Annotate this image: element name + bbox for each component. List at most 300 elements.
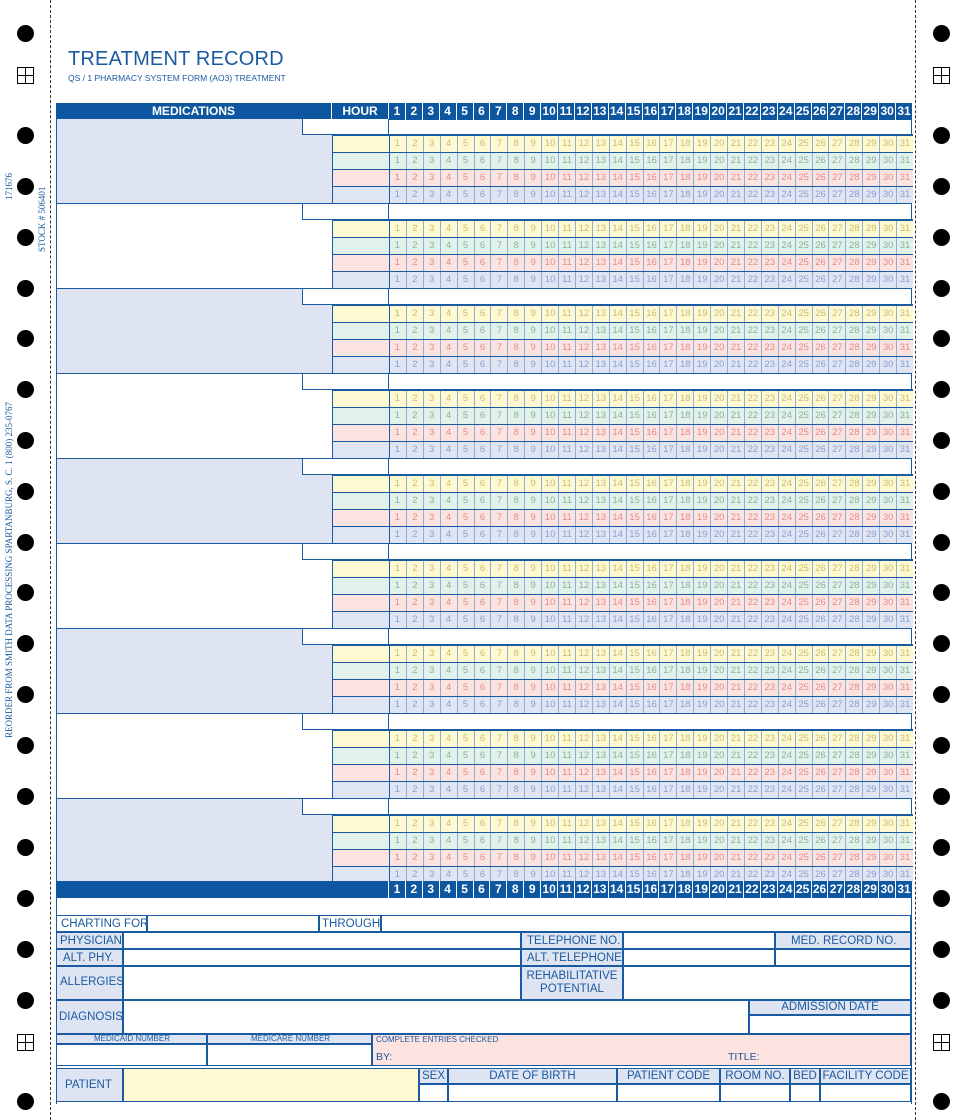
- day-cell[interactable]: 5: [457, 476, 474, 492]
- day-cell[interactable]: 6: [474, 765, 491, 781]
- day-cell[interactable]: 5: [457, 561, 474, 577]
- day-cell[interactable]: 11: [558, 255, 575, 271]
- day-cell[interactable]: 21: [727, 476, 744, 492]
- day-cell[interactable]: 12: [575, 663, 592, 679]
- day-cell[interactable]: 21: [727, 153, 744, 169]
- day-cell[interactable]: 13: [592, 306, 609, 322]
- day-cell[interactable]: 13: [592, 255, 609, 271]
- day-cell[interactable]: 19: [693, 255, 710, 271]
- day-cell[interactable]: 5: [457, 833, 474, 849]
- day-cell[interactable]: 30: [879, 782, 896, 798]
- day-cell[interactable]: 27: [828, 833, 845, 849]
- day-cell[interactable]: 4: [440, 561, 457, 577]
- day-cell[interactable]: 29: [862, 578, 879, 594]
- day-cell[interactable]: 10: [541, 816, 558, 832]
- day-cell[interactable]: 12: [575, 221, 592, 237]
- patient-name-field[interactable]: [123, 1068, 419, 1102]
- day-cell[interactable]: 29: [862, 527, 879, 543]
- day-cell[interactable]: 7: [490, 476, 507, 492]
- day-cell[interactable]: 21: [727, 510, 744, 526]
- day-cell[interactable]: 31: [896, 153, 913, 169]
- day-cell[interactable]: 9: [524, 306, 541, 322]
- day-cell[interactable]: 6: [474, 833, 491, 849]
- day-cell[interactable]: 3: [423, 867, 440, 883]
- day-cell[interactable]: 14: [609, 306, 626, 322]
- day-cell[interactable]: 9: [524, 527, 541, 543]
- day-cell[interactable]: 12: [575, 527, 592, 543]
- day-cell[interactable]: 19: [693, 510, 710, 526]
- day-cell[interactable]: 18: [676, 680, 693, 696]
- day-cell[interactable]: 22: [744, 221, 761, 237]
- day-cell[interactable]: 27: [828, 595, 845, 611]
- day-cell[interactable]: 6: [474, 646, 491, 662]
- allergies-field[interactable]: [123, 966, 521, 1000]
- day-cell[interactable]: 31: [896, 238, 913, 254]
- hour-cell[interactable]: [332, 526, 389, 543]
- day-cell[interactable]: 21: [727, 340, 744, 356]
- day-cell[interactable]: 23: [761, 867, 778, 883]
- day-cell[interactable]: 8: [507, 170, 524, 186]
- day-cell[interactable]: 8: [507, 323, 524, 339]
- day-cell[interactable]: 5: [457, 646, 474, 662]
- day-cell[interactable]: 10: [541, 612, 558, 628]
- day-cell[interactable]: 12: [575, 238, 592, 254]
- rehab-potential-field[interactable]: [623, 966, 911, 1000]
- day-cell[interactable]: 1: [394, 138, 401, 149]
- day-cell[interactable]: 30: [879, 680, 896, 696]
- day-cell[interactable]: 2: [406, 867, 423, 883]
- day-cell[interactable]: 22: [744, 255, 761, 271]
- day-cell[interactable]: 18: [676, 816, 693, 832]
- day-cell[interactable]: 27: [828, 646, 845, 662]
- day-cell[interactable]: 11: [558, 170, 575, 186]
- day-cell[interactable]: 17: [659, 510, 676, 526]
- day-cell[interactable]: 27: [828, 306, 845, 322]
- day-cell[interactable]: 25: [795, 595, 812, 611]
- day-cell[interactable]: 1: [394, 257, 401, 268]
- day-cell[interactable]: 26: [812, 136, 829, 152]
- day-cell[interactable]: 19: [693, 136, 710, 152]
- day-cell[interactable]: 31: [896, 731, 913, 747]
- day-cell[interactable]: 12: [575, 578, 592, 594]
- day-cell[interactable]: 21: [727, 221, 744, 237]
- day-cell[interactable]: 20: [710, 833, 727, 849]
- day-cell[interactable]: 27: [828, 697, 845, 713]
- day-cell[interactable]: 7: [490, 153, 507, 169]
- day-cell[interactable]: 23: [761, 272, 778, 288]
- day-cell[interactable]: 20: [710, 425, 727, 441]
- day-cell[interactable]: 6: [474, 578, 491, 594]
- day-cell[interactable]: 1: [394, 478, 401, 489]
- day-cell[interactable]: 24: [778, 136, 795, 152]
- day-cell[interactable]: 16: [643, 136, 660, 152]
- day-cell[interactable]: 8: [507, 680, 524, 696]
- day-cell[interactable]: 23: [761, 136, 778, 152]
- day-cell[interactable]: 8: [507, 476, 524, 492]
- day-cell[interactable]: 17: [659, 816, 676, 832]
- day-cell[interactable]: 20: [710, 170, 727, 186]
- day-cell[interactable]: 26: [812, 748, 829, 764]
- day-cell[interactable]: 13: [592, 867, 609, 883]
- day-cell[interactable]: 11: [558, 391, 575, 407]
- day-cell[interactable]: 26: [812, 476, 829, 492]
- day-cell[interactable]: 1: [394, 155, 401, 166]
- day-cell[interactable]: 23: [761, 187, 778, 203]
- day-cell[interactable]: 30: [879, 697, 896, 713]
- day-cell[interactable]: 18: [676, 238, 693, 254]
- day-cell[interactable]: 19: [693, 867, 710, 883]
- day-cell[interactable]: 29: [862, 612, 879, 628]
- day-cell[interactable]: 25: [795, 340, 812, 356]
- day-cell[interactable]: 19: [693, 561, 710, 577]
- day-cell[interactable]: 23: [761, 595, 778, 611]
- day-cell[interactable]: 31: [896, 680, 913, 696]
- day-cell[interactable]: 3: [423, 850, 440, 866]
- day-cell[interactable]: 28: [845, 748, 862, 764]
- hour-cell[interactable]: [332, 849, 389, 866]
- day-cell[interactable]: 2: [406, 255, 423, 271]
- day-cell[interactable]: 9: [524, 170, 541, 186]
- day-cell[interactable]: 13: [592, 323, 609, 339]
- day-cell[interactable]: 18: [676, 833, 693, 849]
- day-cell[interactable]: 7: [490, 340, 507, 356]
- day-cell[interactable]: 14: [609, 476, 626, 492]
- day-cell[interactable]: 7: [490, 170, 507, 186]
- day-cell[interactable]: 7: [490, 663, 507, 679]
- day-cell[interactable]: 17: [659, 255, 676, 271]
- day-cell[interactable]: 27: [828, 408, 845, 424]
- day-cell[interactable]: 1: [394, 733, 401, 744]
- day-cell[interactable]: 16: [643, 493, 660, 509]
- day-cell[interactable]: 18: [676, 595, 693, 611]
- day-cell[interactable]: 14: [609, 663, 626, 679]
- day-cell[interactable]: 18: [676, 408, 693, 424]
- day-cell[interactable]: 26: [812, 340, 829, 356]
- day-cell[interactable]: 29: [862, 187, 879, 203]
- day-cell[interactable]: 13: [592, 510, 609, 526]
- day-cell[interactable]: 30: [879, 578, 896, 594]
- day-cell[interactable]: 11: [558, 612, 575, 628]
- day-cell[interactable]: 28: [845, 731, 862, 747]
- day-cell[interactable]: 31: [896, 476, 913, 492]
- day-cell[interactable]: 13: [592, 493, 609, 509]
- day-cell[interactable]: 24: [778, 680, 795, 696]
- day-cell[interactable]: 2: [406, 833, 423, 849]
- day-cell[interactable]: 19: [693, 272, 710, 288]
- day-cell[interactable]: 9: [524, 476, 541, 492]
- day-cell[interactable]: 7: [490, 391, 507, 407]
- day-cell[interactable]: 29: [862, 561, 879, 577]
- day-cell[interactable]: 6: [474, 323, 491, 339]
- day-cell[interactable]: 7: [490, 255, 507, 271]
- day-cell[interactable]: 11: [558, 867, 575, 883]
- medication-entry-area[interactable]: [57, 204, 332, 288]
- day-cell[interactable]: 15: [626, 323, 643, 339]
- day-cell[interactable]: 1: [394, 563, 401, 574]
- day-cell[interactable]: 3: [423, 442, 440, 458]
- day-cell[interactable]: 4: [440, 136, 457, 152]
- day-cell[interactable]: 27: [828, 340, 845, 356]
- day-cell[interactable]: 31: [896, 187, 913, 203]
- day-cell[interactable]: 30: [879, 476, 896, 492]
- day-cell[interactable]: 18: [676, 340, 693, 356]
- day-cell[interactable]: 19: [693, 306, 710, 322]
- day-cell[interactable]: 26: [812, 850, 829, 866]
- day-cell[interactable]: 21: [727, 527, 744, 543]
- day-cell[interactable]: 22: [744, 510, 761, 526]
- day-cell[interactable]: 3: [423, 833, 440, 849]
- day-cell[interactable]: 19: [693, 357, 710, 373]
- day-cell[interactable]: 30: [879, 663, 896, 679]
- day-cell[interactable]: 24: [778, 255, 795, 271]
- day-cell[interactable]: 18: [676, 850, 693, 866]
- day-cell[interactable]: 15: [626, 306, 643, 322]
- day-cell[interactable]: 13: [592, 850, 609, 866]
- day-cell[interactable]: 29: [862, 782, 879, 798]
- day-cell[interactable]: 15: [626, 510, 643, 526]
- day-cell[interactable]: 31: [896, 646, 913, 662]
- day-cell[interactable]: 21: [727, 238, 744, 254]
- day-cell[interactable]: 13: [592, 731, 609, 747]
- day-cell[interactable]: 25: [795, 170, 812, 186]
- hour-cell[interactable]: [332, 730, 389, 747]
- day-cell[interactable]: 26: [812, 527, 829, 543]
- day-cell[interactable]: 23: [761, 765, 778, 781]
- day-cell[interactable]: 22: [744, 697, 761, 713]
- day-cell[interactable]: 5: [457, 595, 474, 611]
- day-cell[interactable]: 8: [507, 578, 524, 594]
- day-cell[interactable]: 18: [676, 561, 693, 577]
- day-cell[interactable]: 10: [541, 867, 558, 883]
- day-cell[interactable]: 30: [879, 527, 896, 543]
- day-cell[interactable]: 1: [394, 835, 401, 846]
- day-cell[interactable]: 9: [524, 850, 541, 866]
- day-cell[interactable]: 3: [423, 646, 440, 662]
- hour-cell[interactable]: [332, 152, 389, 169]
- day-cell[interactable]: 7: [490, 578, 507, 594]
- day-cell[interactable]: 2: [406, 748, 423, 764]
- day-cell[interactable]: 24: [778, 187, 795, 203]
- day-cell[interactable]: 22: [744, 748, 761, 764]
- day-cell[interactable]: 11: [558, 221, 575, 237]
- day-cell[interactable]: 11: [558, 663, 575, 679]
- day-cell[interactable]: 1: [394, 665, 401, 676]
- day-cell[interactable]: 10: [541, 493, 558, 509]
- day-cell[interactable]: 25: [795, 187, 812, 203]
- day-cell[interactable]: 2: [406, 697, 423, 713]
- day-cell[interactable]: 24: [778, 323, 795, 339]
- day-cell[interactable]: 25: [795, 833, 812, 849]
- day-cell[interactable]: 28: [845, 340, 862, 356]
- day-cell[interactable]: 13: [592, 187, 609, 203]
- day-cell[interactable]: 13: [592, 170, 609, 186]
- day-cell[interactable]: 1: [394, 750, 401, 761]
- day-cell[interactable]: 6: [474, 408, 491, 424]
- day-cell[interactable]: 1: [394, 580, 401, 591]
- day-cell[interactable]: 9: [524, 136, 541, 152]
- day-cell[interactable]: 13: [592, 680, 609, 696]
- day-cell[interactable]: 31: [896, 136, 913, 152]
- day-cell[interactable]: 10: [541, 357, 558, 373]
- day-cell[interactable]: 18: [676, 867, 693, 883]
- day-cell[interactable]: 31: [896, 748, 913, 764]
- day-cell[interactable]: 23: [761, 493, 778, 509]
- day-cell[interactable]: 29: [862, 697, 879, 713]
- day-cell[interactable]: 5: [457, 493, 474, 509]
- day-cell[interactable]: 15: [626, 340, 643, 356]
- day-cell[interactable]: 4: [440, 425, 457, 441]
- day-cell[interactable]: 31: [896, 510, 913, 526]
- day-cell[interactable]: 19: [693, 391, 710, 407]
- day-cell[interactable]: 7: [490, 867, 507, 883]
- day-cell[interactable]: 26: [812, 867, 829, 883]
- hour-cell[interactable]: [332, 492, 389, 509]
- day-cell[interactable]: 26: [812, 510, 829, 526]
- day-cell[interactable]: 22: [744, 782, 761, 798]
- day-cell[interactable]: 2: [406, 442, 423, 458]
- day-cell[interactable]: 17: [659, 595, 676, 611]
- day-cell[interactable]: 10: [541, 476, 558, 492]
- day-cell[interactable]: 28: [845, 663, 862, 679]
- day-cell[interactable]: 27: [828, 170, 845, 186]
- day-cell[interactable]: 27: [828, 136, 845, 152]
- day-cell[interactable]: 21: [727, 408, 744, 424]
- day-cell[interactable]: 6: [474, 476, 491, 492]
- day-cell[interactable]: 26: [812, 765, 829, 781]
- day-cell[interactable]: 21: [727, 272, 744, 288]
- day-cell[interactable]: 14: [609, 187, 626, 203]
- day-cell[interactable]: 28: [845, 272, 862, 288]
- day-cell[interactable]: 26: [812, 782, 829, 798]
- day-cell[interactable]: 12: [575, 697, 592, 713]
- day-cell[interactable]: 25: [795, 136, 812, 152]
- day-cell[interactable]: 17: [659, 425, 676, 441]
- day-cell[interactable]: 2: [406, 493, 423, 509]
- day-cell[interactable]: 24: [778, 527, 795, 543]
- day-cell[interactable]: 10: [541, 782, 558, 798]
- day-cell[interactable]: 30: [879, 646, 896, 662]
- day-cell[interactable]: 31: [896, 816, 913, 832]
- day-cell[interactable]: 15: [626, 867, 643, 883]
- hour-cell[interactable]: [332, 696, 389, 713]
- day-cell[interactable]: 31: [896, 867, 913, 883]
- day-cell[interactable]: 8: [507, 272, 524, 288]
- day-cell[interactable]: 25: [795, 663, 812, 679]
- day-cell[interactable]: 17: [659, 221, 676, 237]
- day-cell[interactable]: 4: [440, 527, 457, 543]
- day-cell[interactable]: 22: [744, 187, 761, 203]
- day-cell[interactable]: 29: [862, 765, 879, 781]
- day-cell[interactable]: 14: [609, 731, 626, 747]
- day-cell[interactable]: 1: [394, 512, 401, 523]
- day-cell[interactable]: 1: [394, 325, 401, 336]
- day-cell[interactable]: 12: [575, 476, 592, 492]
- day-cell[interactable]: 9: [524, 663, 541, 679]
- day-cell[interactable]: 31: [896, 697, 913, 713]
- day-cell[interactable]: 20: [710, 493, 727, 509]
- day-cell[interactable]: 19: [693, 765, 710, 781]
- day-cell[interactable]: 16: [643, 476, 660, 492]
- day-cell[interactable]: 22: [744, 357, 761, 373]
- day-cell[interactable]: 30: [879, 357, 896, 373]
- day-cell[interactable]: 15: [626, 408, 643, 424]
- day-cell[interactable]: 19: [693, 493, 710, 509]
- day-cell[interactable]: 31: [896, 425, 913, 441]
- day-cell[interactable]: 16: [643, 816, 660, 832]
- day-cell[interactable]: 15: [626, 748, 643, 764]
- day-cell[interactable]: 11: [558, 476, 575, 492]
- day-cell[interactable]: 7: [490, 765, 507, 781]
- day-cell[interactable]: 20: [710, 527, 727, 543]
- day-cell[interactable]: 21: [727, 748, 744, 764]
- day-cell[interactable]: 7: [490, 612, 507, 628]
- day-cell[interactable]: 24: [778, 612, 795, 628]
- day-cell[interactable]: 1: [394, 767, 401, 778]
- day-cell[interactable]: 28: [845, 153, 862, 169]
- hour-cell[interactable]: [332, 339, 389, 356]
- hour-cell[interactable]: [332, 305, 389, 322]
- day-cell[interactable]: 10: [541, 255, 558, 271]
- day-cell[interactable]: 28: [845, 357, 862, 373]
- day-cell[interactable]: 24: [778, 578, 795, 594]
- day-cell[interactable]: 1: [394, 189, 401, 200]
- day-cell[interactable]: 17: [659, 153, 676, 169]
- day-cell[interactable]: 24: [778, 272, 795, 288]
- day-cell[interactable]: 14: [609, 510, 626, 526]
- day-cell[interactable]: 8: [507, 527, 524, 543]
- day-cell[interactable]: 14: [609, 493, 626, 509]
- day-cell[interactable]: 8: [507, 663, 524, 679]
- day-cell[interactable]: 24: [778, 850, 795, 866]
- day-cell[interactable]: 7: [490, 221, 507, 237]
- day-cell[interactable]: 5: [457, 697, 474, 713]
- day-cell[interactable]: 12: [575, 646, 592, 662]
- day-cell[interactable]: 18: [676, 170, 693, 186]
- day-cell[interactable]: 14: [609, 272, 626, 288]
- day-cell[interactable]: 1: [394, 393, 401, 404]
- day-cell[interactable]: 6: [474, 153, 491, 169]
- day-cell[interactable]: 25: [795, 476, 812, 492]
- day-cell[interactable]: 8: [507, 425, 524, 441]
- day-cell[interactable]: 13: [592, 782, 609, 798]
- day-cell[interactable]: 16: [643, 612, 660, 628]
- day-cell[interactable]: 9: [524, 153, 541, 169]
- day-cell[interactable]: 30: [879, 238, 896, 254]
- day-cell[interactable]: 28: [845, 170, 862, 186]
- day-cell[interactable]: 27: [828, 748, 845, 764]
- day-cell[interactable]: 4: [440, 850, 457, 866]
- day-cell[interactable]: 6: [474, 510, 491, 526]
- day-cell[interactable]: 12: [575, 170, 592, 186]
- day-cell[interactable]: 19: [693, 646, 710, 662]
- day-cell[interactable]: 25: [795, 153, 812, 169]
- day-cell[interactable]: 29: [862, 238, 879, 254]
- day-cell[interactable]: 24: [778, 510, 795, 526]
- day-cell[interactable]: 1: [394, 172, 401, 183]
- day-cell[interactable]: 31: [896, 442, 913, 458]
- day-cell[interactable]: 18: [676, 153, 693, 169]
- day-cell[interactable]: 3: [423, 578, 440, 594]
- day-cell[interactable]: 16: [643, 408, 660, 424]
- day-cell[interactable]: 12: [575, 748, 592, 764]
- day-cell[interactable]: 20: [710, 646, 727, 662]
- day-cell[interactable]: 29: [862, 306, 879, 322]
- day-cell[interactable]: 21: [727, 425, 744, 441]
- day-cell[interactable]: 10: [541, 833, 558, 849]
- day-cell[interactable]: 28: [845, 850, 862, 866]
- sex-field[interactable]: [419, 1084, 448, 1102]
- day-cell[interactable]: 27: [828, 238, 845, 254]
